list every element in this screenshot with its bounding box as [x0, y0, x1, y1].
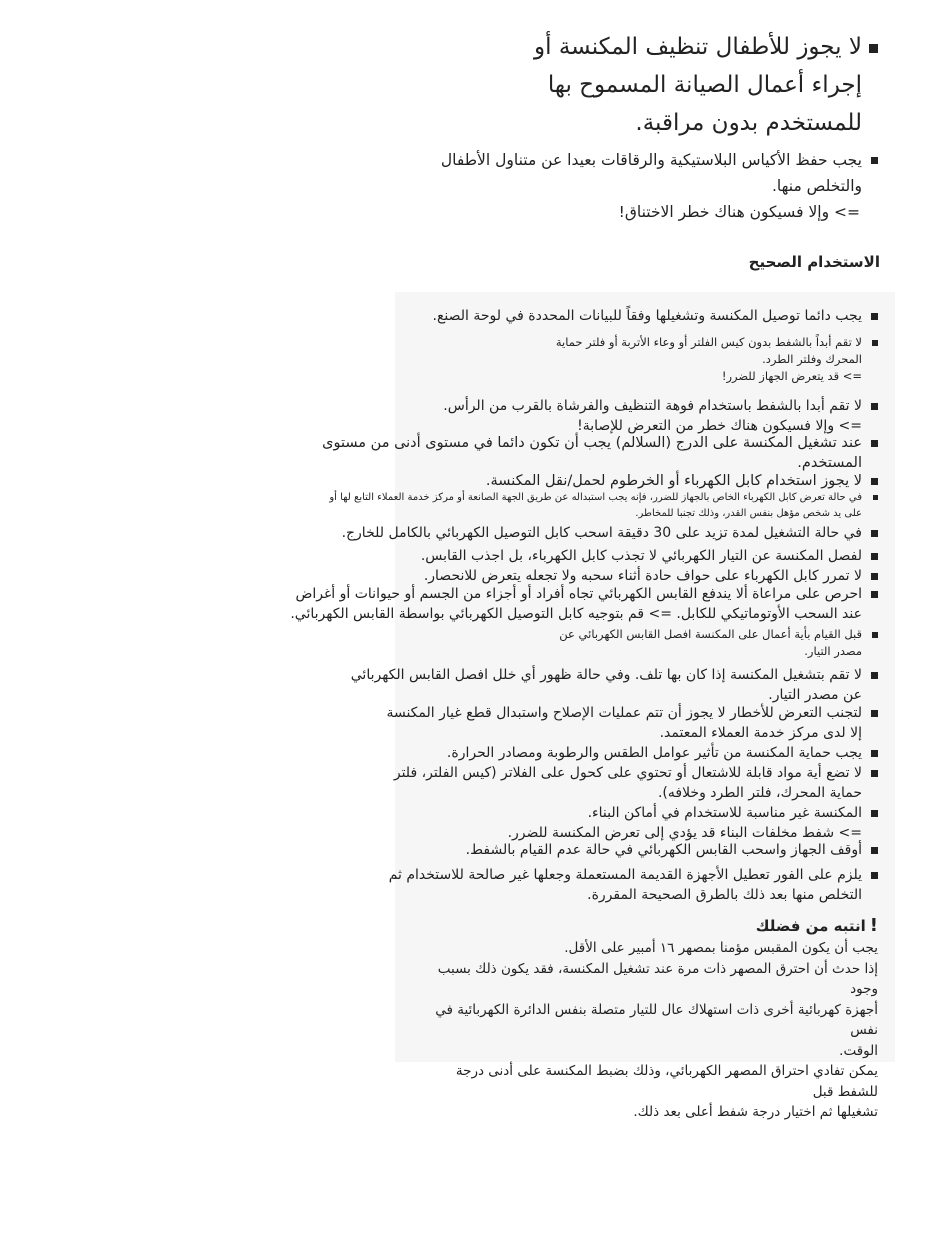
intro-item [441, 147, 878, 225]
warning-line: إذا حدث أن احترق المصهر ذات مرة عند تشغيل المكنسة، فقد يكون ذلك بسبب وجود [437, 960, 878, 997]
text-line: لا يجوز للأطفال تنظيف المكنسة أو [534, 34, 862, 60]
safety-item [351, 665, 878, 705]
text-line: في حالة تعرض كابل الكهرباء الخاص بالجهاز للضرر، فإنه يجب استبداله عن طريق الجهة الصانعة أو مركز خدمة العملاء التابع لها أو [329, 492, 862, 503]
text-line: أوقف الجهاز واسحب القابس الكهربائي في حالة عدم القيام بالشفط. [465, 842, 862, 858]
text-line: في حالة التشغيل لمدة تزيد على 30 دقيقة اسحب كابل التوصيل الكهربائي بالكامل للخارج. [341, 525, 862, 541]
text-line: للمستخدم بدون مراقبة. [635, 110, 862, 136]
safety-item [421, 546, 878, 566]
bullet-icon [869, 44, 878, 53]
safety-item [556, 334, 878, 385]
text-line: لا تقم بتشغيل المكنسة إذا كان بها تلف. وفي حالة ظهور أي خلل افصل القابس الكهربائي [350, 667, 862, 683]
text-line: لا يجوز استخدام كابل الكهرباء أو الخرطوم لحمل/نقل المكنسة. [485, 473, 862, 489]
text-line: على يد شخص مؤهل بنفس القدر، وذلك تجنبا للمخاطر. [635, 508, 862, 519]
text-line: عن مصدر التيار. [768, 687, 862, 703]
bullet-icon [871, 710, 878, 717]
bullet-icon [871, 553, 878, 560]
warning-line: يجب أن يكون المقبس مؤمنا بمصهر ١٦ أمبير على الأقل. [564, 940, 878, 956]
bullet-icon [871, 313, 878, 320]
text-line: لا تقم أبدا بالشفط باستخدام فوهة التنظيف والفرشاة بالقرب من الرأس. [443, 398, 862, 414]
warning-line: يمكن تفادي احتراق المصهر الكهربائي، وذلك بضبط المكنسة على أدنى درجة للشفط قبل [455, 1063, 878, 1100]
bullet-icon [871, 847, 878, 854]
text-line: التخلص منها بعد ذلك بالطرق الصحيحة المقررة. [587, 887, 862, 903]
safety-item [329, 490, 878, 522]
text-line: والتخلص منها. [771, 177, 862, 195]
bullet-icon [871, 478, 878, 485]
text-line: المكنسة غير مناسبة للاستخدام في أماكن البناء. [587, 805, 862, 821]
safety-item [394, 763, 878, 803]
warning-line: تشغيلها ثم اختيار درجة شفط أعلى بعد ذلك. [633, 1104, 878, 1120]
exclamation-icon: ! [869, 915, 878, 936]
safety-item [559, 626, 878, 660]
safety-item [322, 433, 878, 473]
text-line: => قد يتعرض الجهاز للضرر! [721, 369, 862, 383]
bullet-icon [871, 810, 878, 817]
safety-item [447, 743, 878, 763]
bullet-icon [871, 157, 878, 164]
text-line: يجب حفظ الأكياس البلاستيكية والرقاقات بعيدا عن متناول الأطفال [440, 151, 862, 169]
text-line: إجراء أعمال الصيانة المسموح بها [547, 72, 862, 98]
safety-item [466, 840, 878, 860]
text-line: => شفط مخلفات البناء قد يؤدي إلى تعرض المكنسة للضرر. [507, 825, 862, 841]
text-line: المستخدم. [797, 455, 862, 471]
bullet-icon [872, 632, 878, 638]
text-line: لا تمرر كابل الكهرباء على حواف حادة أثناء سحبه ولا تجعله يتعرض للانحصار. [423, 568, 862, 584]
warning-line: الوقت. [839, 1042, 878, 1059]
bullet-icon [873, 495, 878, 500]
bullet-icon [872, 340, 878, 346]
safety-item [486, 471, 878, 491]
safety-item [508, 803, 878, 843]
warning-line: أجهزة كهربائية أخرى ذات استهلاك عال للتيار متصلة بنفس الدائرة الكهربائية في نفس [435, 1001, 878, 1038]
warning-title-text: انتبه من فضلك [755, 917, 866, 935]
intro-item [534, 28, 878, 142]
safety-item [443, 396, 878, 436]
text-line: عند تشغيل المكنسة على الدرج (السلالم) يجب أن تكون دائما في مستوى أدنى من مستوى [322, 435, 862, 451]
safety-item [386, 703, 878, 743]
text-line: => وإلا فسيكون هناك خطر الاختناق! [618, 203, 860, 221]
bullet-icon [871, 403, 878, 410]
safety-item [290, 584, 878, 624]
text-line: قبل القيام بأية أعمال على المكنسة افصل القابس الكهربائي عن [559, 627, 862, 641]
text-line: لفصل المكنسة عن التيار الكهربائي لا تجذب كابل الكهرباء، بل اجذب القابس. [420, 548, 862, 564]
section-heading: الاستخدام الصحيح [748, 253, 880, 271]
bullet-icon [871, 872, 878, 879]
safety-item [424, 566, 878, 586]
text-line: لا تضع أية مواد قابلة للاشتعال أو تحتوي على كحول على الفلاتر (كيس الفلتر، فلتر [393, 765, 862, 781]
text-line: إلا لدى مركز خدمة العملاء المعتمد. [659, 725, 862, 741]
text-line: مصدر التيار. [804, 644, 862, 658]
warning-title [418, 914, 878, 938]
bullet-icon [871, 770, 878, 777]
text-line: لتجنب التعرض للأخطار لا يجوز أن تتم عمليات الإصلاح واستبدال قطع غيار المكنسة [386, 705, 862, 721]
text-line: عند السحب الأوتوماتيكي للكابل. => قم بتوجيه كابل التوصيل الكهربائي بواسطة القابس الكهربائي. [290, 606, 862, 622]
bullet-icon [871, 530, 878, 537]
safety-item [342, 523, 878, 543]
bullet-icon [871, 672, 878, 679]
bullet-icon [871, 573, 878, 580]
text-line: يلزم على الفور تعطيل الأجهزة القديمة المستعملة وجعلها غير صالحة للاستخدام ثم [388, 867, 862, 883]
text-line: => وإلا فسيكون هناك خطر من التعرض للإصابة! [577, 418, 862, 434]
safety-item [389, 865, 878, 905]
bullet-icon [871, 440, 878, 447]
text-line: حماية المحرك، فلتر الطرد وخلافه). [657, 785, 862, 801]
text-line: المحرك وفلتر الطرد. [762, 352, 862, 366]
text-line: لا تقم أبداً بالشفط بدون كيس الفلتر أو وعاء الأتربة أو فلتر حماية [555, 335, 862, 349]
warning-box [418, 914, 878, 1123]
bullet-icon [871, 750, 878, 757]
text-line: يجب حماية المكنسة من تأثير عوامل الطقس والرطوبة ومصادر الحرارة. [446, 745, 862, 761]
text-line: يجب دائما توصيل المكنسة وتشغيلها وفقاً للبيانات المحددة في لوحة الصنع. [432, 308, 862, 324]
text-line: احرص على مراعاة ألا يندفع القابس الكهربائي تجاه أفراد أو أجزاء من الجسم أو حيوانات أو أغراض [295, 586, 862, 602]
safety-item [433, 306, 879, 326]
bullet-icon [871, 591, 878, 598]
